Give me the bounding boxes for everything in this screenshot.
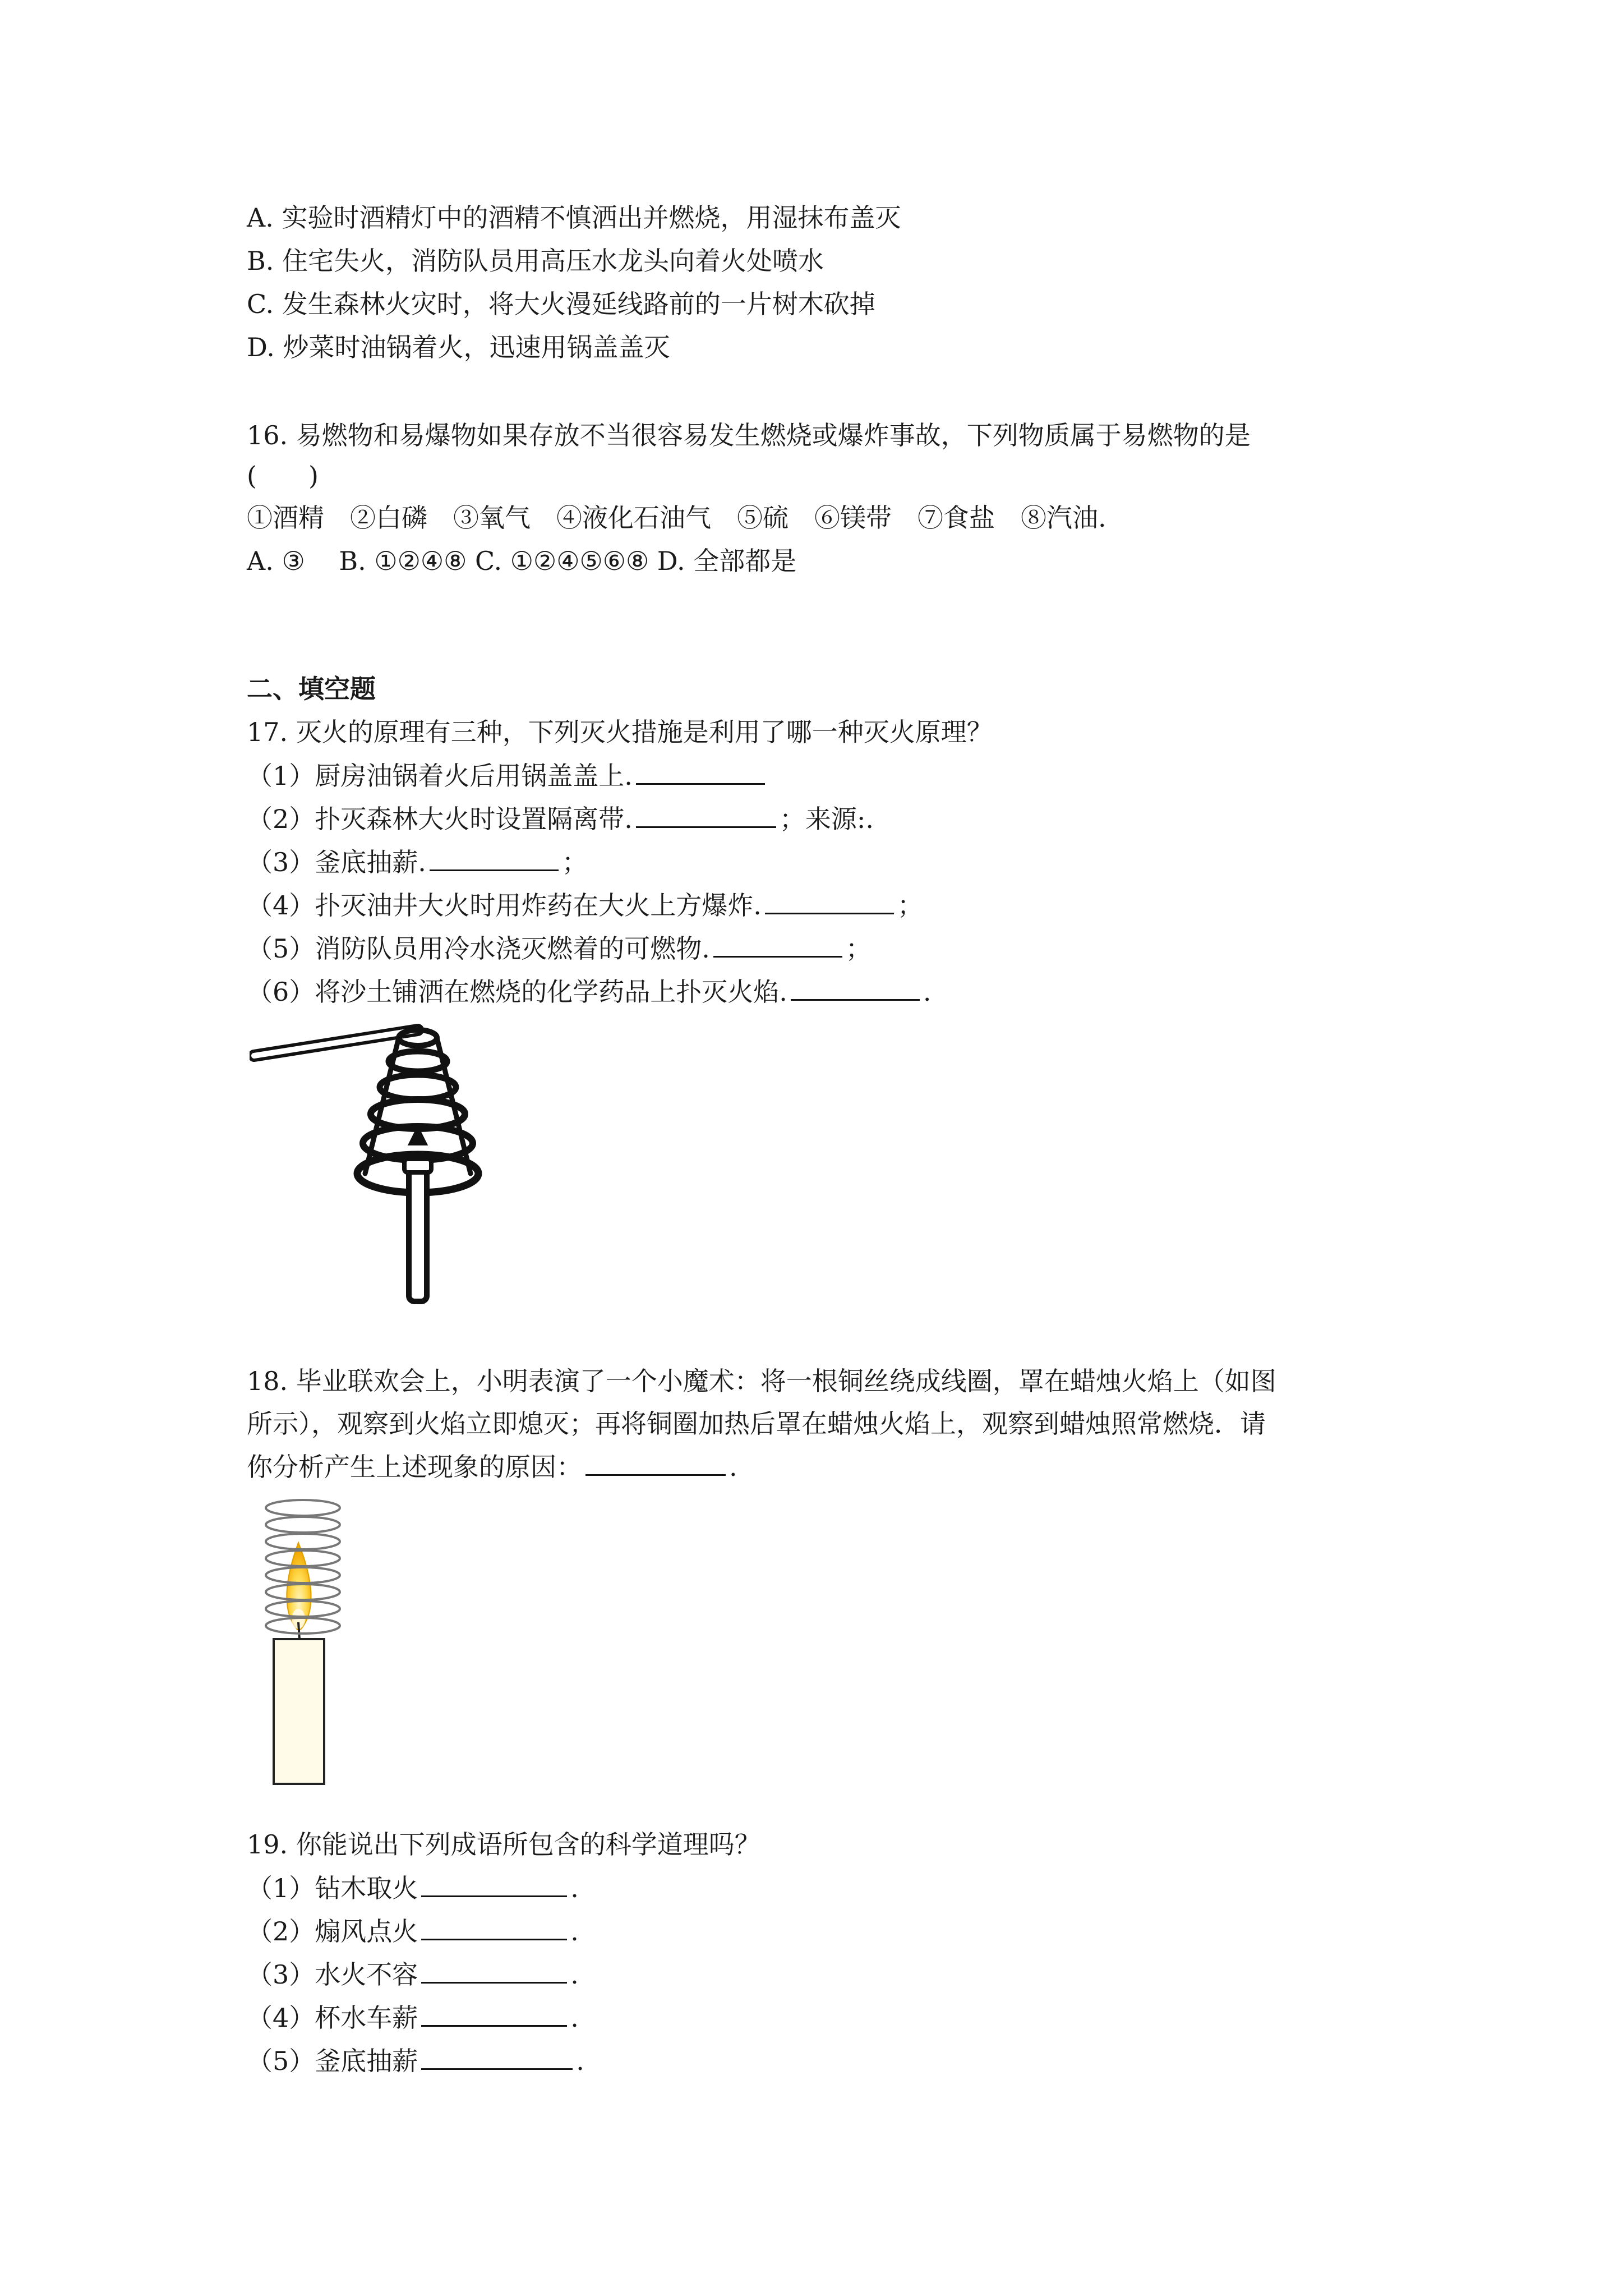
q17-item-6 <box>247 974 932 1009</box>
q17-item-5-tail: ； <box>845 933 872 964</box>
q15-option-d: D. 炒菜时油锅着火，迅速用锅盖盖灭 <box>247 332 670 362</box>
q17-item-1-text: （1）厨房油锅着火后用锅盖盖上. <box>247 761 633 791</box>
coil-stand-figure <box>250 1015 496 1307</box>
q19-item-4-text: （4）杯水车薪 <box>247 2003 418 2033</box>
q15-option-b: B. 住宅失火，消防队员用高压水龙头向着火处喷水 <box>247 246 824 276</box>
answer-blank[interactable] <box>636 758 765 785</box>
q17-item-3-text: （3）釜底抽薪. <box>247 847 426 877</box>
q17-item-5 <box>247 931 872 965</box>
q17-item-2-tail: ；来源:. <box>779 804 874 834</box>
q19-item-3-tail: . <box>570 1959 579 1990</box>
answer-blank[interactable] <box>791 974 920 1001</box>
q17-item-6-tail: . <box>923 977 932 1007</box>
q16-stem: 16. 易燃物和易爆物如果存放不当很容易发生燃烧或爆炸事故，下列物质属于易燃物的是 <box>247 420 1251 450</box>
q19-item-5-tail: . <box>576 2046 584 2076</box>
answer-blank[interactable] <box>636 802 776 828</box>
q19-item-4-tail: . <box>570 2003 579 2033</box>
q17-item-4-tail: ； <box>897 890 923 921</box>
q17-item-2 <box>247 802 874 836</box>
q19-stem: 19. 你能说出下列成语所包含的科学道理吗？ <box>247 1829 760 1860</box>
candle-coil-figure <box>247 1492 370 1789</box>
q17-item-4-text: （4）扑灭油井大火时用炸药在大火上方爆炸. <box>247 890 762 921</box>
q19-item-1 <box>247 1871 579 1905</box>
q19-item-3 <box>247 1957 579 1991</box>
q17-stem: 17. 灭火的原理有三种，下列灭火措施是利用了哪一种灭火原理？ <box>247 717 993 747</box>
answer-blank[interactable] <box>765 888 894 914</box>
q19-item-5-text: （5）釜底抽薪 <box>247 2046 418 2076</box>
answer-blank[interactable] <box>585 1450 726 1476</box>
q17-item-1 <box>247 758 768 793</box>
q15-option-c: C. 发生森林火灾时，将大火漫延线路前的一片树木砍掉 <box>247 289 875 319</box>
q19-item-5 <box>247 2044 584 2078</box>
answer-blank[interactable] <box>430 845 559 871</box>
section-title: 二、填空题 <box>247 674 376 704</box>
answer-blank[interactable] <box>421 1871 567 1897</box>
answer-blank[interactable] <box>421 1914 567 1940</box>
q19-item-2 <box>247 1914 579 1948</box>
q19-item-1-tail: . <box>570 1873 579 1903</box>
q18-line-3-tail: . <box>729 1452 737 1482</box>
q18-line-2: 所示），观察到火焰立即熄灭；再将铜圈加热后罩在蜡烛火焰上，观察到蜡烛照常燃烧．请 <box>247 1409 1266 1439</box>
q17-item-2-text: （2）扑灭森林大火时设置隔离带. <box>247 804 633 834</box>
q15-option-a: A. 实验时酒精灯中的酒精不慎洒出并燃烧，用湿抹布盖灭 <box>247 203 901 233</box>
q18-line-3 <box>247 1450 737 1484</box>
q17-item-5-text: （5）消防队员用冷水浇灭燃着的可燃物. <box>247 933 710 964</box>
q19-item-4 <box>247 2000 579 2035</box>
q17-item-3-tail: ； <box>561 847 588 877</box>
q18-line-3-text: 你分析产生上述现象的原因： <box>247 1452 582 1482</box>
q16-answer-paren: ( ) <box>247 461 319 491</box>
q19-item-2-tail: . <box>570 1916 579 1947</box>
answer-blank[interactable] <box>421 2000 567 2027</box>
q17-item-4 <box>247 888 923 922</box>
q17-item-6-text: （6）将沙土铺洒在燃烧的化学药品上扑灭火焰. <box>247 977 787 1007</box>
q19-item-1-text: （1）钻木取火 <box>247 1873 418 1903</box>
q19-item-3-text: （3）水火不容 <box>247 1959 418 1990</box>
q16-items: ①酒精 ②白磷 ③氧气 ④液化石油气 ⑤硫 ⑥镁带 ⑦食盐 ⑧汽油. <box>247 503 1106 533</box>
answer-blank[interactable] <box>713 931 842 958</box>
answer-blank[interactable] <box>421 2044 573 2070</box>
q19-item-2-text: （2）煽风点火 <box>247 1916 418 1947</box>
q16-options: A. ③ B. ①②④⑧ C. ①②④⑤⑥⑧ D. 全部都是 <box>247 546 797 576</box>
q17-item-3 <box>247 845 588 879</box>
answer-blank[interactable] <box>421 1957 567 1984</box>
q18-line-1: 18. 毕业联欢会上，小明表演了一个小魔术：将一根铜丝绕成线圈，罩在蜡烛火焰上（如图 <box>247 1366 1276 1396</box>
